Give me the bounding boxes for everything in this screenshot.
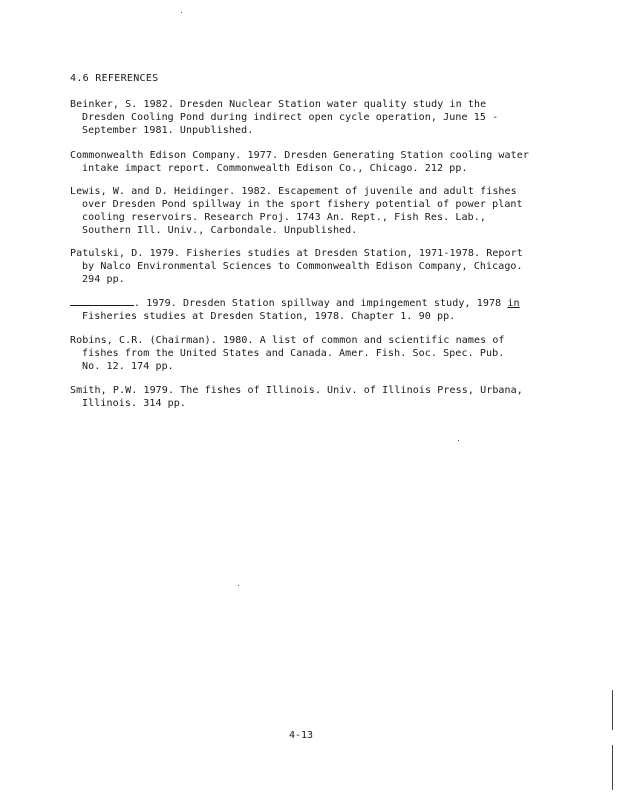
reference-line: Dresden Cooling Pond during indirect open cycle operation, June 15 - <box>82 112 499 123</box>
reference-line: 294 pp. <box>82 274 125 285</box>
scan-speck <box>181 12 182 13</box>
reference-entry <box>70 247 560 286</box>
reference-entry <box>70 334 560 373</box>
reference-entry <box>70 149 560 175</box>
reference-line: No. 12. 174 pp. <box>82 361 174 372</box>
reference-line-text: . 1979. Dresden Station spillway and impingement study, 1978 <box>134 298 508 309</box>
reference-entry <box>70 296 560 323</box>
reference-line: Smith, P.W. 1979. The fishes of Illinois. Univ. of Illinois Press, Urbana, <box>70 385 523 396</box>
reference-line: Commonwealth Edison Company. 1977. Dresden Generating Station cooling water <box>70 150 530 161</box>
reference-line-emphasis: in <box>507 298 520 309</box>
reference-line: Fisheries studies at Dresden Station, 1978. Chapter 1. 90 pp. <box>82 311 456 322</box>
reference-line: Lewis, W. and D. Heidinger. 1982. Escapement of juvenile and adult fishes <box>70 186 517 197</box>
reference-line: September 1981. Unpublished. <box>82 125 254 136</box>
scan-edge-mark <box>612 745 613 790</box>
reference-line: intake impact report. Commonwealth Edison Co., Chicago. 212 pp. <box>82 163 468 174</box>
scan-speck <box>458 440 459 441</box>
reference-line <box>70 296 560 310</box>
page-number: 4-13 <box>289 730 314 741</box>
reference-line: fishes from the United States and Canada. Amer. Fish. Soc. Spec. Pub. <box>82 348 505 359</box>
reference-line: Robins, C.R. (Chairman). 1980. A list of common and scientific names of <box>70 335 505 346</box>
reference-line: Beinker, S. 1982. Dresden Nuclear Station water quality study in the <box>70 99 487 110</box>
reference-line: cooling reservoirs. Research Proj. 1743 An. Rept., Fish Res. Lab., <box>82 212 486 223</box>
reference-line: Southern Ill. Univ., Carbondale. Unpublished. <box>82 225 358 236</box>
reference-entry <box>70 384 560 410</box>
section-heading: 4.6 REFERENCES <box>70 73 159 84</box>
scan-speck <box>238 585 239 586</box>
reference-line: over Dresden Pond spillway in the sport fishery potential of power plant <box>82 199 523 210</box>
reference-line: Patulski, D. 1979. Fisheries studies at Dresden Station, 1971-1978. Report <box>70 248 523 259</box>
ditto-author-rule <box>70 296 134 306</box>
reference-entry <box>70 185 560 237</box>
reference-line: Illinois. 314 pp. <box>82 398 187 409</box>
reference-entry <box>70 98 560 137</box>
reference-line: by Nalco Environmental Sciences to Commonwealth Edison Company, Chicago. <box>82 261 523 272</box>
scan-edge-mark <box>612 690 613 730</box>
